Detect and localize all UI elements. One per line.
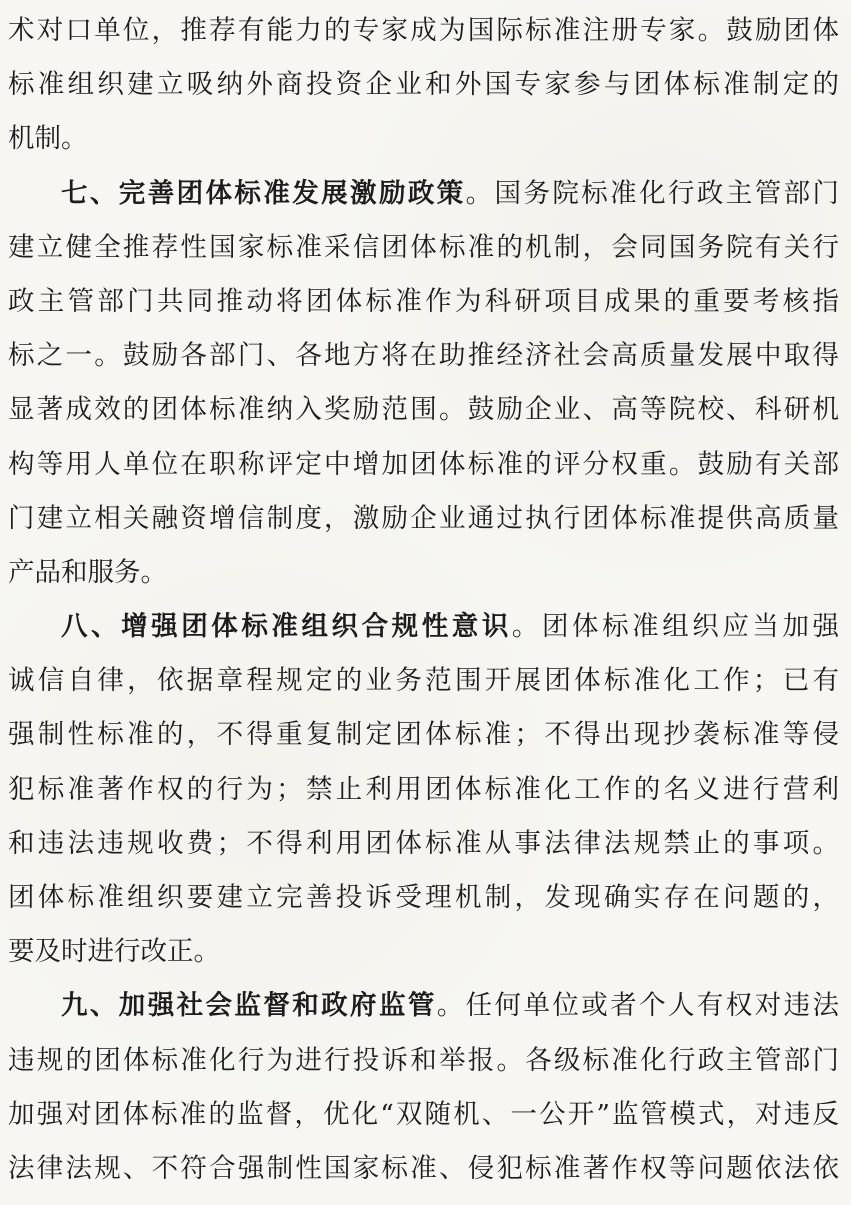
text-line: 构等用人单位在职称评定中增加团体标准的评分权重。鼓励有关部 (8, 448, 839, 480)
text-line: 违规的团体标准化行为进行投诉和举报。各级标准化行政主管部门 (8, 1044, 839, 1076)
paragraph (8, 167, 839, 601)
paragraph (8, 4, 839, 167)
section-heading: 七、完善团体标准发展激励政策 (61, 177, 466, 209)
text-line: 法律法规、不符合强制性国家标准、侵犯标准著作权等问题依法依 (8, 1152, 839, 1184)
text-line: 建立健全推荐性国家标准采信团体标准的机制，会同国务院有关行 (8, 231, 839, 263)
text-line: 产品和服务。 (8, 556, 167, 588)
text-line: 显著成效的团体标准纳入奖励范围。鼓励企业、高等院校、科研机 (8, 394, 839, 426)
text-line: 标准组织建立吸纳外商投资企业和外国专家参与团体标准制定的 (8, 69, 839, 101)
text-line (8, 167, 839, 221)
text-line: 门建立相关融资增信制度，激励企业通过执行团体标准提供高质量 (8, 502, 839, 534)
paragraph (8, 600, 839, 979)
text-line: 政主管部门共同推动将团体标准作为科研项目成果的重要考核指 (8, 285, 839, 317)
text-run: 。任何单位或者个人有权对违法 (436, 990, 839, 1022)
text-line: 诚信自律，依据章程规定的业务范围开展团体标准化工作；已有 (8, 665, 839, 697)
text-line: 标之一。鼓励各部门、各地方将在助推经济社会高质量发展中取得 (8, 340, 839, 372)
text-line: 和违法违规收费；不得利用团体标准从事法律法规禁止的事项。 (8, 827, 839, 859)
section-heading: 九、加强社会监督和政府监管 (61, 990, 437, 1022)
section-heading: 八、增强团体标准组织合规性意识 (61, 611, 512, 643)
text-line: 加强对团体标准的监督，优化“双随机、一公开”监管模式，对违反 (8, 1098, 839, 1130)
text-line: 团体标准组织要建立完善投诉受理机制，发现确实存在问题的， (8, 882, 839, 913)
text-line: 机制。 (8, 123, 88, 155)
text-line: 犯标准著作权的行为；禁止利用团体标准化工作的名义进行营利 (8, 773, 839, 805)
text-line: 要及时进行改正。 (8, 936, 220, 968)
paragraph (8, 979, 839, 1196)
text-run: 。团体标准组织应当加强 (511, 611, 839, 643)
text-line (8, 600, 839, 654)
text-run: 。国务院标准化行政主管部门 (465, 177, 839, 209)
text-line: 强制性标准的，不得重复制定团体标准；不得出现抄袭标准等侵 (8, 719, 839, 751)
text-line: 术对口单位，推荐有能力的专家成为国际标准注册专家。鼓励团体 (8, 15, 839, 46)
text-line (8, 979, 839, 1033)
